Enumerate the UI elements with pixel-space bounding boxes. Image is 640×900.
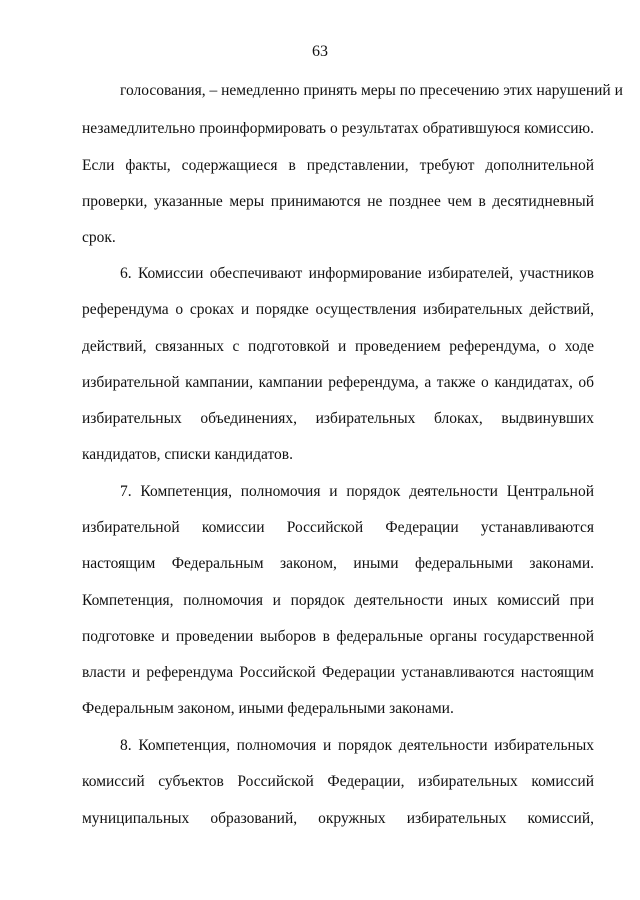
text-line: настоящим Федеральным законом, иными федеральными законами. (82, 555, 594, 572)
text-line: проверки, указанные меры принимаются не позднее чем в десятидневный (82, 193, 594, 210)
text-line: незамедлительно проинформировать о результатах обратившуюся комиссию. (82, 120, 594, 137)
text-line: подготовке и проведении выборов в федеральные органы государственной (82, 628, 594, 645)
text-line: комиссий субъектов Российской Федерации, избирательных комиссий (82, 773, 594, 790)
text-line: муниципальных образований, окружных избирательных комиссий, (82, 810, 594, 827)
text-line: 8. Компетенция, полномочия и порядок деятельности избирательных (120, 737, 594, 754)
text-line: голосования, – немедленно принять меры по пресечению этих нарушений и (120, 82, 623, 99)
text-line: референдума о сроках и порядке осуществления избирательных действий, (82, 301, 594, 318)
text-line: 7. Компетенция, полномочия и порядок деятельности Центральной (120, 483, 594, 500)
text-line: Федеральным законом, иными федеральными законами. (82, 700, 454, 717)
text-line: власти и референдума Российской Федерации устанавливаются настоящим (82, 664, 594, 681)
text-line: кандидатов, списки кандидатов. (82, 446, 293, 463)
text-line: избирательных объединениях, избирательных блоках, выдвинувших (82, 410, 594, 427)
text-line: избирательной комиссии Российской Федерации устанавливаются (82, 519, 594, 536)
text-line: срок. (82, 229, 116, 246)
text-line: действий, связанных с подготовкой и проведением референдума, о ходе (82, 338, 594, 355)
text-line: Если факты, содержащиеся в представлении, требуют дополнительной (82, 157, 594, 174)
page-number: 63 (312, 43, 328, 60)
text-line: Компетенция, полномочия и порядок деятельности иных комиссий при (82, 592, 594, 609)
text-line: избирательной кампании, кампании референдума, а также о кандидатах, об (82, 374, 594, 391)
text-line: 6. Комиссии обеспечивают информирование избирателей, участников (120, 265, 594, 282)
